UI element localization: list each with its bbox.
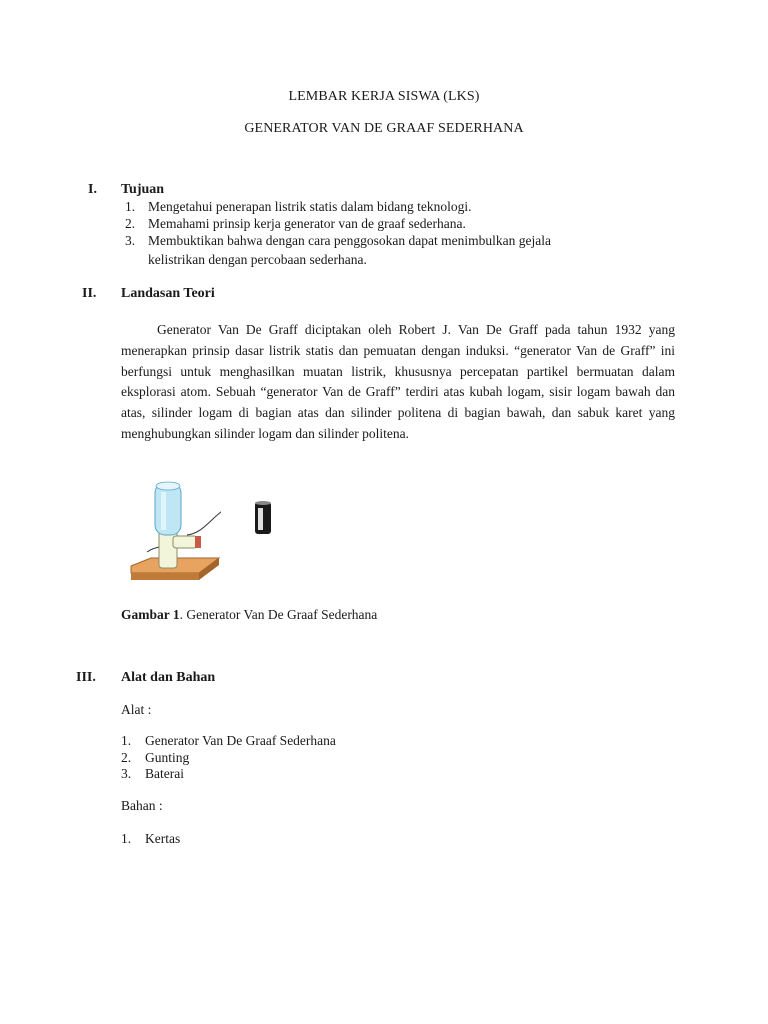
list-number: 3. xyxy=(121,766,132,781)
section-number: III. xyxy=(76,670,96,685)
section-number: II. xyxy=(82,286,97,301)
document-subtitle: GENERATOR VAN DE GRAAF SEDERHANA xyxy=(244,121,524,136)
list-item: Gunting xyxy=(145,750,190,765)
battery-illustration xyxy=(252,500,274,536)
list-item-continuation: kelistrikan dengan percobaan sederhana. xyxy=(148,252,367,267)
section-title-tujuan: Tujuan xyxy=(121,182,165,197)
section-title-landasan-teori: Landasan Teori xyxy=(121,286,215,301)
figure-caption-text: . Generator Van De Graaf Sederhana xyxy=(179,607,378,622)
alat-label: Alat : xyxy=(121,702,152,717)
section-title-alat-dan-bahan: Alat dan Bahan xyxy=(121,670,216,685)
list-number: 3. xyxy=(125,233,136,248)
figure-caption-label: Gambar 1 xyxy=(121,607,180,622)
theory-paragraph: Generator Van De Graff diciptakan oleh Robert J. Van De Graff pada tahun 1932 yang menerapkan prinsip dasar listrik statis dan pemuatan dengan induksi. “generator Van de Graff” ini berfungsi untuk menghasilkan muatan listrik, khususnya percepatan partikel bermuatan dalam eksplorasi atom. Sebuah “generator Van de Graff” terdiri atas kubah logam, sisir logam bawah dan atas, silinder logam di bagian atas dan silinder politena di bagian bawah, dan sabuk karet yang menghubungkan silinder logam dan silinder politena. xyxy=(121,322,675,441)
list-item: Generator Van De Graaf Sederhana xyxy=(145,733,336,748)
list-number: 2. xyxy=(121,750,132,765)
figure-caption xyxy=(121,607,377,623)
list-item: Mengetahui penerapan listrik statis dalam bidang teknologi. xyxy=(148,199,472,214)
list-number: 1. xyxy=(121,831,132,846)
list-number: 1. xyxy=(121,733,132,748)
section-number: I. xyxy=(88,182,97,197)
document-title: LEMBAR KERJA SISWA (LKS) xyxy=(288,89,480,104)
list-item: Baterai xyxy=(145,766,184,781)
van-de-graaf-illustration xyxy=(121,478,221,593)
list-number: 1. xyxy=(125,199,136,214)
list-item: Kertas xyxy=(145,831,181,846)
list-item: Membuktikan bahwa dengan cara penggosokan dapat menimbulkan gejala xyxy=(148,233,551,248)
list-item: Memahami prinsip kerja generator van de graaf sederhana. xyxy=(148,216,466,231)
list-number: 2. xyxy=(125,216,136,231)
bahan-label: Bahan : xyxy=(121,798,163,813)
